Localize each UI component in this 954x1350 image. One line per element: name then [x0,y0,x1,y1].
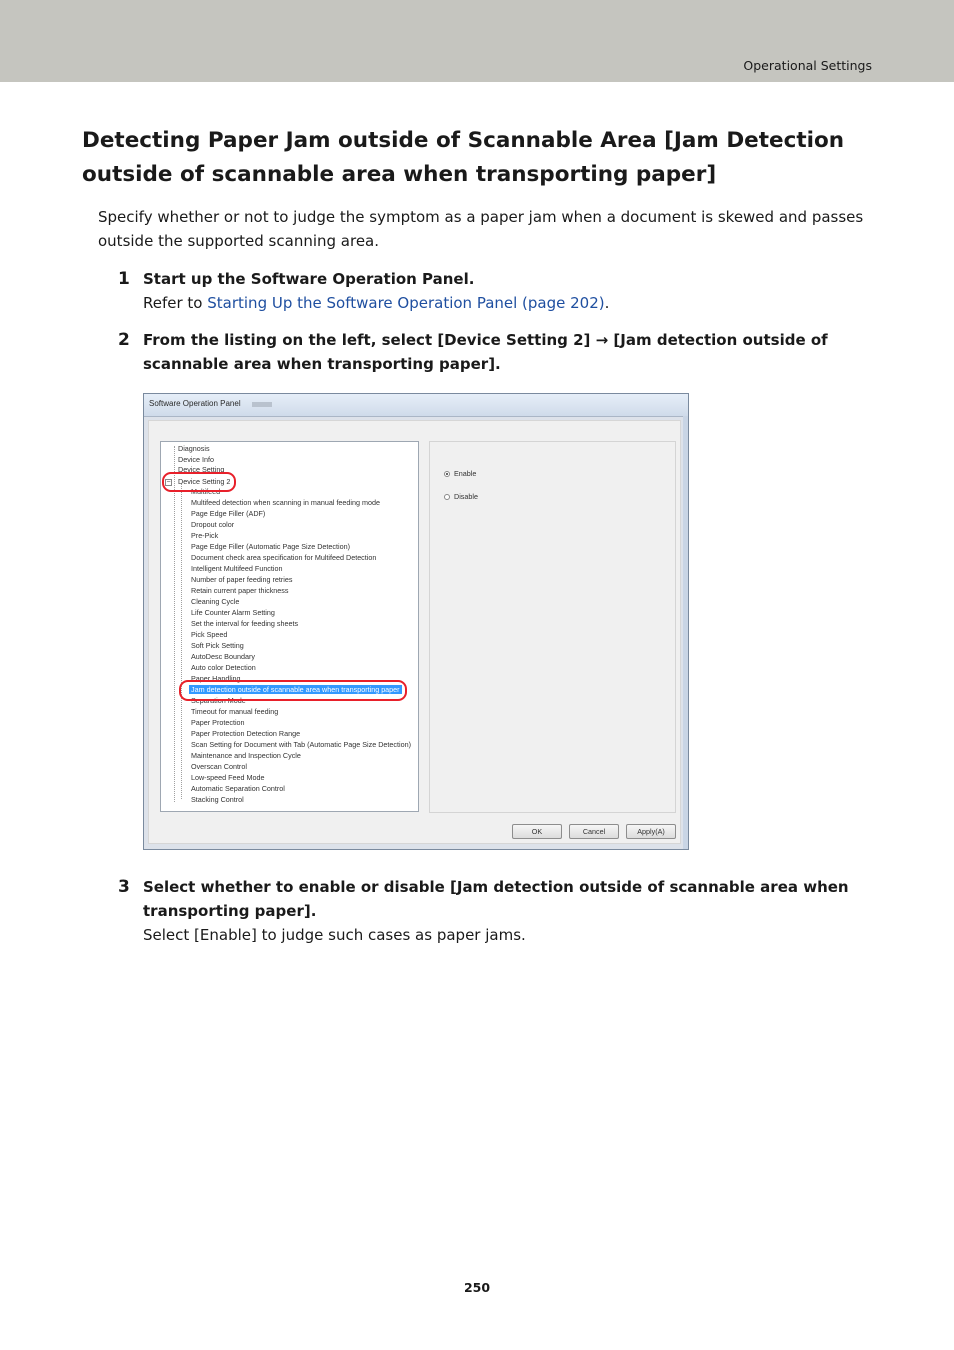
tree-item[interactable]: Auto color Detection [191,663,256,672]
tree-item[interactable]: Intelligent Multifeed Function [191,564,283,573]
tree-item[interactable]: Set the interval for feeding sheets [191,619,299,628]
tree-item[interactable]: Overscan Control [191,762,247,771]
tree-item[interactable]: Dropout color [191,520,235,529]
page-number: 250 [463,1280,491,1295]
step-heading: Select whether to enable or disable [Jam detection outside of scannable area when transporting paper]. [143,878,849,920]
highlight-ring-jam-detection [179,680,407,701]
tree-item[interactable]: Page Edge Filler (Automatic Page Size Detection) [191,542,351,551]
tree-item[interactable]: Stacking Control [191,795,244,804]
tree-item[interactable]: AutoDesc Boundary [191,652,255,661]
tree-item[interactable]: Pre-Pick [191,531,219,540]
tree-item[interactable]: Low-speed Feed Mode [191,773,265,782]
step-heading: From the listing on the left, select [Device Setting 2] → [Jam detection outside of scannable area when transporting paper]. [143,331,828,373]
dialog-body [148,420,681,844]
tree-item-device-info[interactable]: Device Info [178,455,214,464]
tree-item[interactable]: Multifeed [191,487,221,496]
step-number: 3 [118,877,130,897]
disable-label: Disable [454,492,478,501]
tree-item[interactable]: Multifeed detection when scanning in manual feeding mode [191,498,380,507]
tree-item[interactable]: Cleaning Cycle [191,597,240,606]
tree-item[interactable]: Life Counter Alarm Setting [191,608,275,617]
step-text-prefix: Refer to [143,294,208,312]
tree-guide [181,484,182,799]
software-operation-panel-screenshot [143,393,689,850]
cancel-button[interactable]: Cancel [569,824,619,839]
step-text-suffix: . [604,294,610,312]
tree-item[interactable]: Paper Protection [191,718,245,727]
dialog-title: Software Operation Panel [149,399,241,408]
tree-item[interactable]: Number of paper feeding retries [191,575,293,584]
tree-item[interactable]: Paper Handling [191,674,241,683]
tree-item[interactable]: Timeout for manual feeding [191,707,279,716]
enable-label: Enable [454,469,477,478]
dialog-title-blur [252,402,272,407]
tree-item[interactable]: Automatic Separation Control [191,784,285,793]
tree-guide [174,446,175,802]
step-number: 1 [118,269,130,289]
tree-item[interactable]: Separation Mode [191,696,246,705]
tree-item[interactable]: Maintenance and Inspection Cycle [191,751,301,760]
tree-item[interactable]: Document check area specification for Multifeed Detection [191,553,377,562]
radio-checked-icon[interactable] [444,471,450,477]
tree-item-device-setting-2[interactable]: Device Setting 2 [178,477,231,486]
page-title: Detecting Paper Jam outside of Scannable Area [Jam Detection outside of scannable area when transporting paper] [82,128,845,187]
collapse-icon[interactable]: − [166,479,171,486]
ok-button[interactable]: OK [512,824,562,839]
enable-radio-row[interactable] [444,469,476,478]
highlight-ring-device-setting-2 [162,472,236,492]
tree-item-device-setting[interactable]: Device Setting [178,465,225,474]
intro-paragraph: Specify whether or not to judge the symptom as a paper jam when a document is skewed and passes outside the supported scanning area. [98,208,864,250]
tree-item[interactable]: Page Edge Filler (ADF) [191,509,266,518]
settings-tree[interactable] [160,441,419,812]
tree-item[interactable]: Scan Setting for Document with Tab (Automatic Page Size Detection) [191,740,411,749]
reference-link[interactable]: Starting Up the Software Operation Panel (page 202) [207,294,605,312]
dialog-frame [683,416,688,849]
step-text [143,291,873,315]
header-section-name: Operational Settings [743,58,872,73]
step-number: 2 [118,330,130,350]
apply-button[interactable]: Apply(A) [626,824,676,839]
tree-item[interactable]: Soft Pick Setting [191,641,244,650]
radio-unchecked-icon[interactable] [444,494,450,500]
disable-radio-row[interactable] [444,492,478,501]
dialog-titlebar [144,394,688,417]
tree-item-diagnosis[interactable]: Diagnosis [178,444,210,453]
selected-tree-label[interactable]: Jam detection outside of scannable area when transporting paper [191,685,400,694]
tree-item[interactable]: Paper Protection Detection Range [191,729,301,738]
step-heading: Start up the Software Operation Panel. [143,270,475,288]
tree-item[interactable]: Pick Speed [191,630,228,639]
step-text: Select [Enable] to judge such cases as paper jams. [143,926,526,944]
tree-item[interactable]: Retain current paper thickness [191,586,289,595]
option-panel [429,441,676,813]
